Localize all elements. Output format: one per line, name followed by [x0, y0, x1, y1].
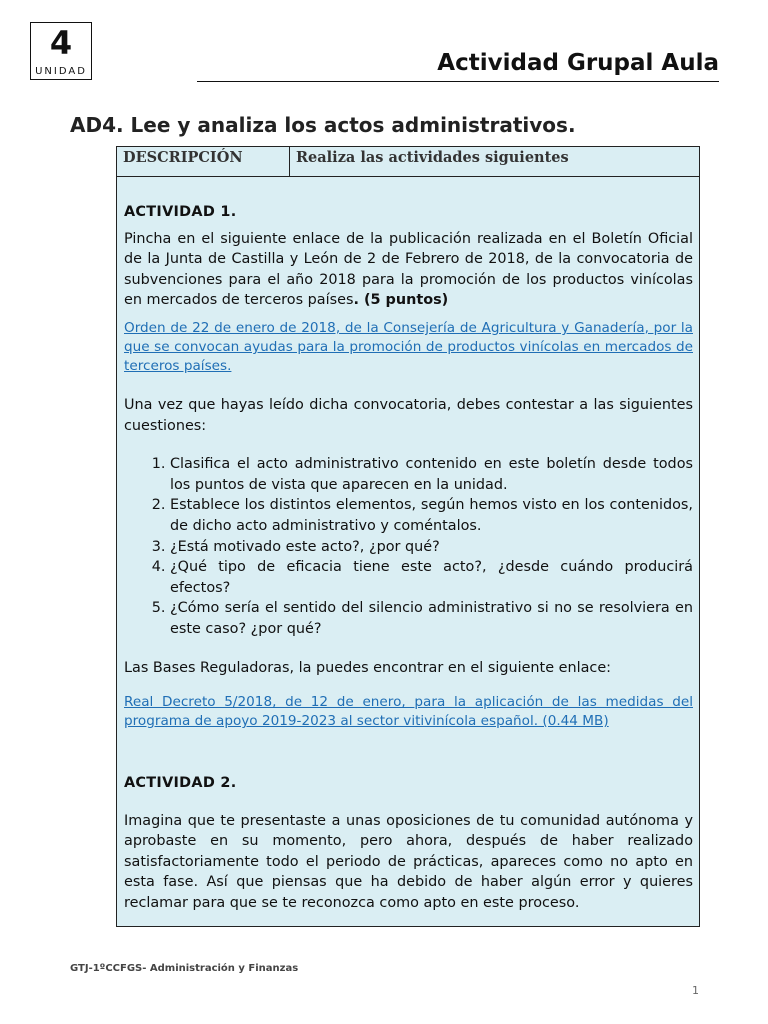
questions-list — [124, 454, 693, 639]
unit-label: UNIDAD — [35, 66, 87, 77]
activity-1-intro-text: Pincha en el siguiente enlace de la publicación realizada en el Boletín Oficial de la Junta de Castilla y León de 2 de Febrero de 2018, de la convocatoria de subvenciones para el año 2018 para la promoción de los productos vinícolas en mercados de terceros países — [124, 230, 693, 309]
unit-number: 4 — [49, 24, 73, 62]
questions-intro: Una vez que hayas leído dicha convocatoria, debes contestar a las siguientes cuestiones: — [124, 396, 693, 434]
question-item: 5. ¿Cómo sería el sentido del silencio administrativo si no se resolviera en este caso? ¿por qué? — [170, 598, 693, 639]
table-header-description: DESCRIPCIÓN — [117, 147, 290, 176]
question-item: 1. Clasifica el acto administrativo contenido en este boletín desde todos los puntos de vista que aparecen en la unidad. — [170, 454, 693, 495]
page-number: 1 — [692, 984, 699, 997]
real-decreto-link[interactable]: Real Decreto 5/2018, de 12 de enero, para la aplicación de las medidas del programa de apoyo 2019-2023 al sector vitivinícola español. (0.44 MB) — [124, 694, 693, 730]
question-item: 3. ¿Está motivado este acto?, ¿por qué? — [170, 537, 693, 558]
header-divider — [197, 81, 719, 82]
unit-badge — [30, 22, 92, 80]
table-body — [117, 177, 699, 914]
page-header-title: Actividad Grupal Aula — [437, 50, 719, 76]
question-item: 2. Establece los distintos elementos, según hemos visto en los contenidos, de dicho acto administrativo y coméntalos. — [170, 495, 693, 536]
activity-2-text: Imagina que te presentaste a unas oposiciones de tu comunidad autónoma y aprobaste en su momento, pero ahora, después de haber realizado satisfactoriamente todo el periodo de prácticas, apareces como no apto en esta fase. Así que piensas que ha debido de haber algún error y quieres reclamar para que se te reconozca como apto en este proceso. — [124, 812, 693, 912]
table-header-row — [117, 147, 699, 177]
bases-text: Las Bases Reguladoras, la puedes encontrar en el siguiente enlace: — [124, 659, 612, 676]
activity-2-title: ACTIVIDAD 2. — [124, 775, 237, 792]
activity-table — [116, 146, 700, 927]
question-item: 4. ¿Qué tipo de eficacia tiene este acto?, ¿desde cuándo producirá efectos? — [170, 557, 693, 598]
activity-1-title: ACTIVIDAD 1. — [124, 204, 237, 220]
orden-link[interactable]: Orden de 22 de enero de 2018, de la Consejería de Agricultura y Ganadería, por la que se convocan ayudas para la promoción de productos vinícolas en mercados de terceros países. — [124, 319, 693, 374]
table-header-instructions: Realiza las actividades siguientes — [296, 149, 569, 166]
activity-1-intro — [124, 229, 693, 311]
activity-1-points: . (5 puntos) — [353, 292, 449, 309]
section-title: AD4. Lee y analiza los actos administrativos. — [70, 113, 576, 137]
footer-course: GTJ-1ºCCFGS- Administración y Finanzas — [70, 963, 299, 974]
